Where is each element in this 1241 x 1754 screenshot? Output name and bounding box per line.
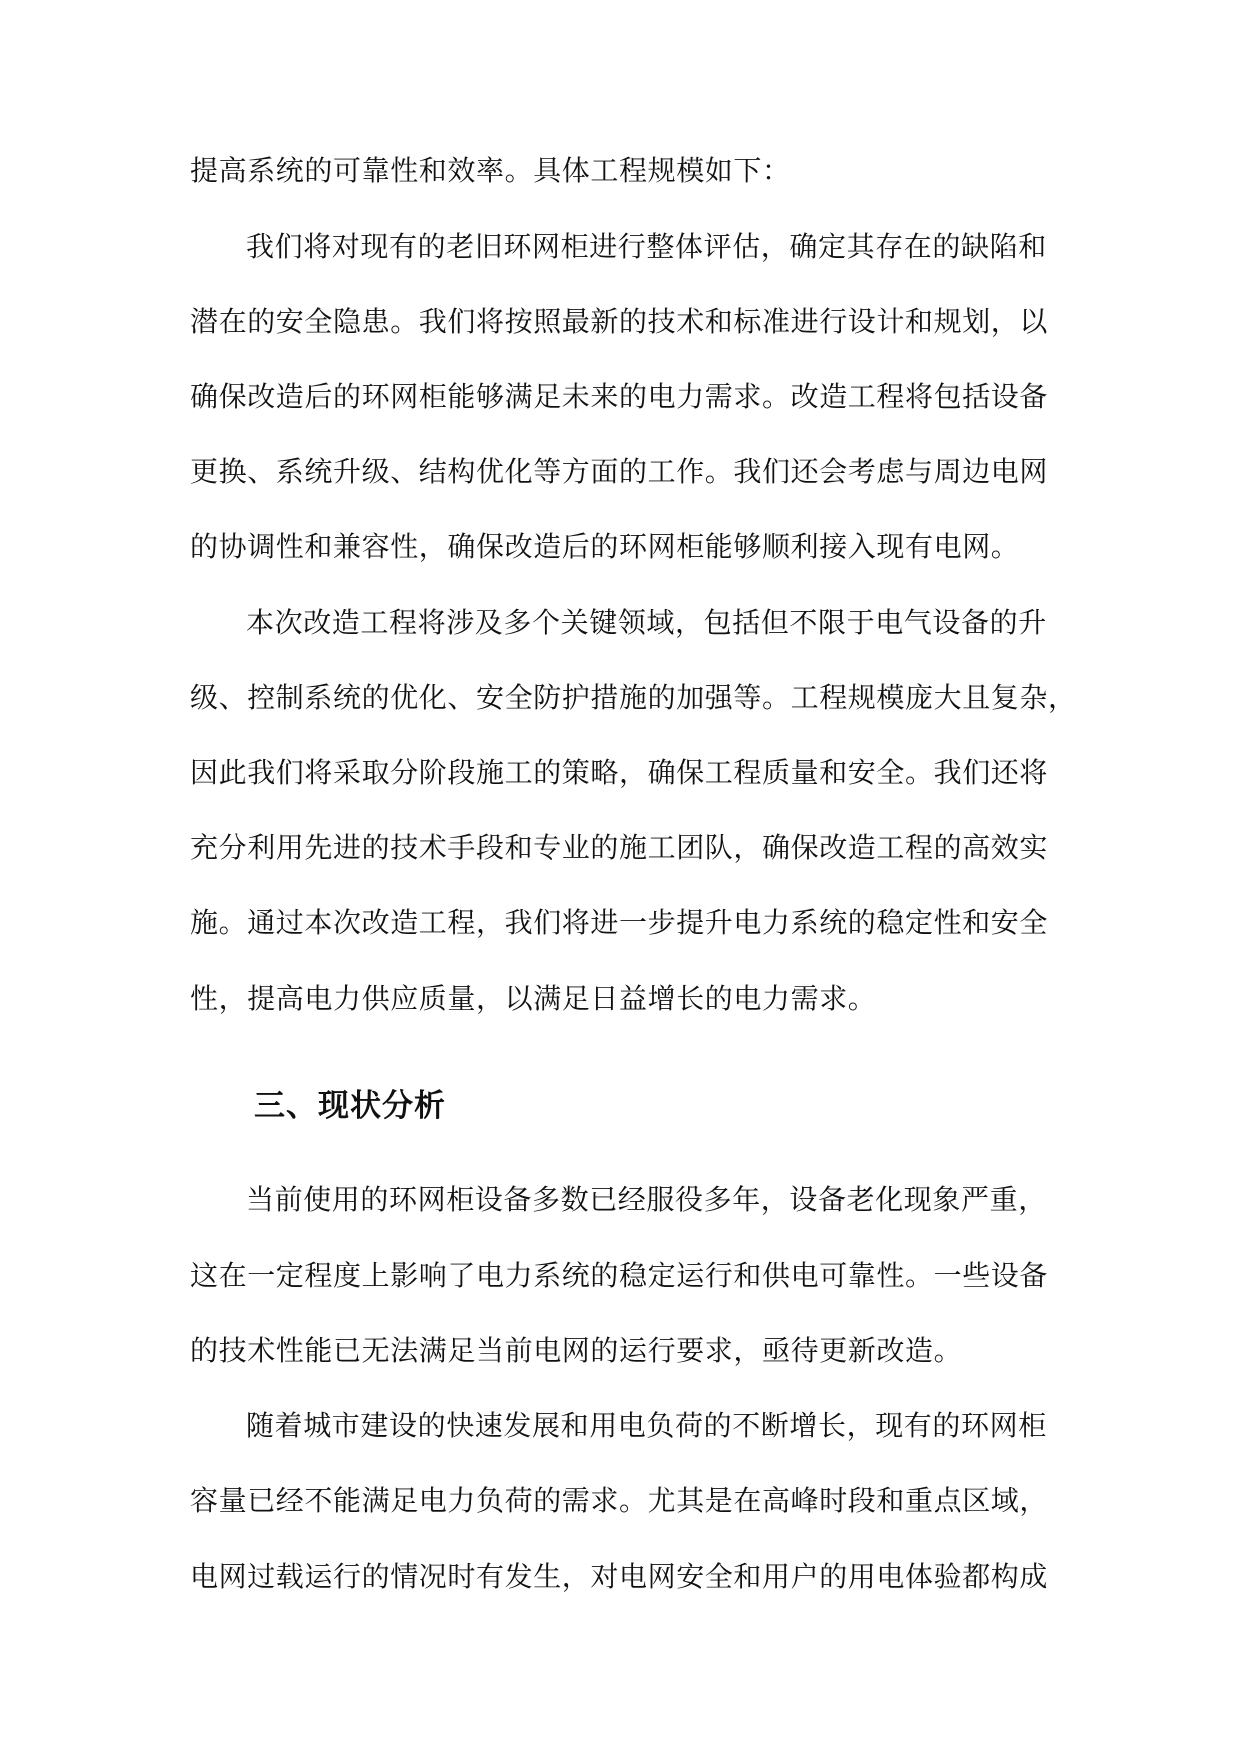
text-line: 确保改造后的环网柜能够满足未来的电力需求。改造工程将包括设备 (190, 380, 1049, 413)
text-line: 随着城市建设的快速发展和用电负荷的不断增长，现有的环网柜 (246, 1409, 1047, 1442)
text-line: 电网过载运行的情况时有发生，对电网安全和用户的用电体验都构成 (190, 1560, 1049, 1593)
text-line: 本次改造工程将涉及多个关键领域，包括但不限于电气设备的升 (246, 606, 1047, 639)
text-line: 充分利用先进的技术手段和专业的施工团队，确保改造工程的高效实 (190, 831, 1049, 864)
text-line: 提高系统的可靠性和效率。具体工程规模如下： (190, 154, 791, 187)
text-line: 潜在的安全隐患。我们将按照最新的技术和标准进行设计和规划，以 (190, 305, 1049, 338)
text-line: 我们将对现有的老旧环网柜进行整体评估，确定其存在的缺陷和 (246, 230, 1047, 263)
text-line: 性，提高电力供应质量，以满足日益增长的电力需求。 (190, 982, 877, 1015)
section-heading: 三、现状分析 (254, 1088, 446, 1124)
text-line: 的技术性能已无法满足当前电网的运行要求，亟待更新改造。 (190, 1334, 963, 1367)
text-line: 因此我们将采取分阶段施工的策略，确保工程质量和安全。我们还将 (190, 756, 1049, 789)
text-line: 当前使用的环网柜设备多数已经服役多年，设备老化现象严重， (246, 1183, 1047, 1216)
text-line: 容量已经不能满足电力负荷的需求。尤其是在高峰时段和重点区域， (190, 1484, 1049, 1517)
text-line: 更换、系统升级、结构优化等方面的工作。我们还会考虑与周边电网 (190, 455, 1049, 488)
text-line: 施。通过本次改造工程，我们将进一步提升电力系统的稳定性和安全 (190, 906, 1049, 939)
text-line: 的协调性和兼容性，确保改造后的环网柜能够顺利接入现有电网。 (190, 530, 1020, 563)
text-line: 级、控制系统的优化、安全防护措施的加强等。工程规模庞大且复杂， (190, 681, 1077, 714)
text-line: 这在一定程度上影响了电力系统的稳定运行和供电可靠性。一些设备 (190, 1259, 1049, 1292)
